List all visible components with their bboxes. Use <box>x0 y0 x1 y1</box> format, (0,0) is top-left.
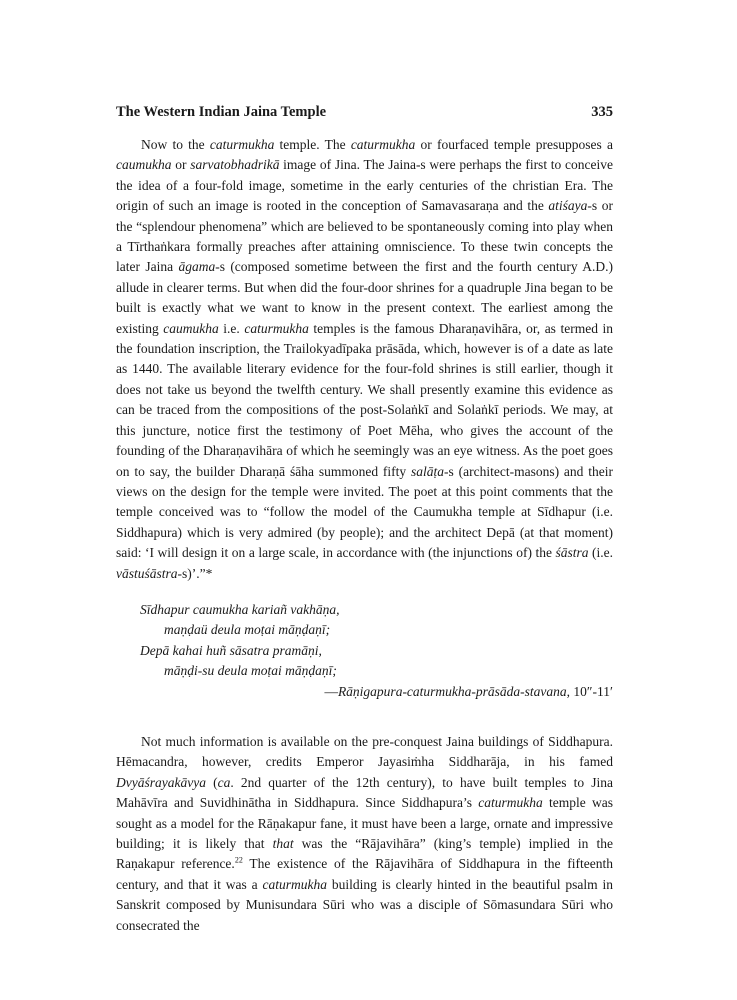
italic-term: caturmukha <box>244 320 309 336</box>
italic-term: caumukha <box>163 320 219 336</box>
text-run: (i.e. <box>588 545 613 561</box>
text-run: Now to the <box>141 137 210 152</box>
text-run: was the “Rājavihāra” (king’s temple) implied in the Raṇakapur reference. <box>116 836 613 872</box>
italic-term: caturmukha <box>209 137 275 152</box>
text-run: temple was sought as a model for the Rāṇakapur fane, it must have been a large, ornate and impressive building; it is likely that <box>116 795 614 851</box>
text-run: temples is the famous Dharaṇavihāra, or, as termed in the foundation inscription, the Trailokyadīpaka prāsāda, which, however is of a date as late as 1440. The available literary evidence for the four-fold shrines is still earlier, though it does not take us beyond the twelfth century. We shall presently examine this evidence as can be traced from the compositions of the post-Solaṅkī and Solaṅkī periods. We may, at this juncture, notice first the testimony of Poet Mēha, who gives the account of the founding of the Dharaṇavihāra of which he seemingly was an eye witness. As the poet goes on to say, the builder Dharaṇā śāha summoned fifty <box>116 320 613 479</box>
page-number: 335 <box>591 104 613 120</box>
text-run: -s)’.”* <box>177 565 213 581</box>
text-run: building is clearly hinted in the beautiful psalm in Sanskrit composed by Munisundara Sūri who was a disciple of Sōmasundara Sūri who consecrated the <box>116 876 614 933</box>
italic-term: caturmukha <box>478 795 543 811</box>
text-run: The existence of the Rājavihāra of Siddhapura in the fifteenth century, and that it was a <box>116 856 613 892</box>
italic-term: sarvatobhadrikā <box>190 157 280 173</box>
paragraph-1 <box>116 135 613 584</box>
footnote-marker: 22 <box>234 855 243 865</box>
italic-term: caturmukha <box>262 876 327 892</box>
verse-line-4: māṇḍi-su deula moṭai māṇḍaṇī; <box>164 663 337 679</box>
italic-term: Dvyāśrayakāvya <box>116 774 206 790</box>
italic-term: caumukha <box>116 157 172 173</box>
verse-line-3: Depā kahai huñ sāsatra pramāṇi, <box>140 642 322 658</box>
italic-term: āgama <box>178 259 216 275</box>
text-run: -s (composed sometime between the first and the fourth century A.D.) allude in clearer terms. But when did the four-door shrines for a quadruple Jina began to be built is exactly what we want to know in the present context. The earliest among the existing <box>116 259 613 336</box>
attribution-source: Rāṇigapura-caturmukha-prāsāda-stavana <box>337 683 567 699</box>
italic-term: that <box>272 836 294 851</box>
text-run: ( <box>205 774 218 790</box>
running-header <box>116 104 613 121</box>
text-run: Not much information is available on the pre-conquest Jaina buildings of Siddhapura. Hēmacandra, however, credits Emperor Jayasiṁha Siddharāja, in his famed <box>116 733 613 770</box>
italic-term: ca <box>217 774 231 790</box>
text-run: or <box>171 157 191 173</box>
italic-term: atiśaya <box>548 198 588 214</box>
attribution-dash: — <box>324 683 338 699</box>
italic-term: salāṭa <box>411 463 445 479</box>
text-run: -s (architect-masons) and their views on the design for the temple were invited. The poet at this point comments that the temple conceived was to “follow the model of the Caumukha temple at Sīdhapur (i.e. Siddhapura) which is very admired (by people); and the architect Depā (at that moment) said: ‘I will design it on a large scale, in accordance with (the injunctions of) the <box>116 463 613 561</box>
text-run: -s or the “splendour phenomena” which are believed to be spontaneously coming into play when a Tīrthaṅkara formally preaches after attaining omniscience. To these twin concepts the later Jaina <box>116 198 613 275</box>
text-run: temple. The <box>274 137 351 152</box>
italic-term: vāstuśāstra <box>116 565 178 581</box>
italic-term: caturmukha <box>350 137 416 152</box>
attribution-ref: , 10″-11′ <box>566 683 613 699</box>
verse-line-2: maṇḍaü deula moṭai māṇḍaṇī; <box>164 622 331 638</box>
italic-term: śāstra <box>555 545 589 561</box>
text-run: . 2nd quarter of the 12th century), to have built temples to Jina Mahāvīra and Suvidhinātha in Siddhapura. Since Siddhapura’s <box>116 774 613 811</box>
text-run: i.e. <box>218 320 245 336</box>
paragraph-2 <box>116 732 613 936</box>
verse-attribution <box>116 682 613 702</box>
running-title: The Western Indian Jaina Temple <box>116 104 327 120</box>
text-run: or fourfaced temple presupposes a <box>415 137 613 152</box>
verse-quotation <box>140 600 613 682</box>
verse-line-1: Sīdhapur caumukha kariañ vakhāṇa, <box>140 601 340 617</box>
text-run: image of Jina. The Jaina-s were perhaps the first to conceive the idea of a four-fold image, sometime in the early centuries of the christian Era. The origin of such an image is rooted in the conception of Samavasaraṇa and the <box>116 157 613 214</box>
book-page <box>116 104 613 936</box>
